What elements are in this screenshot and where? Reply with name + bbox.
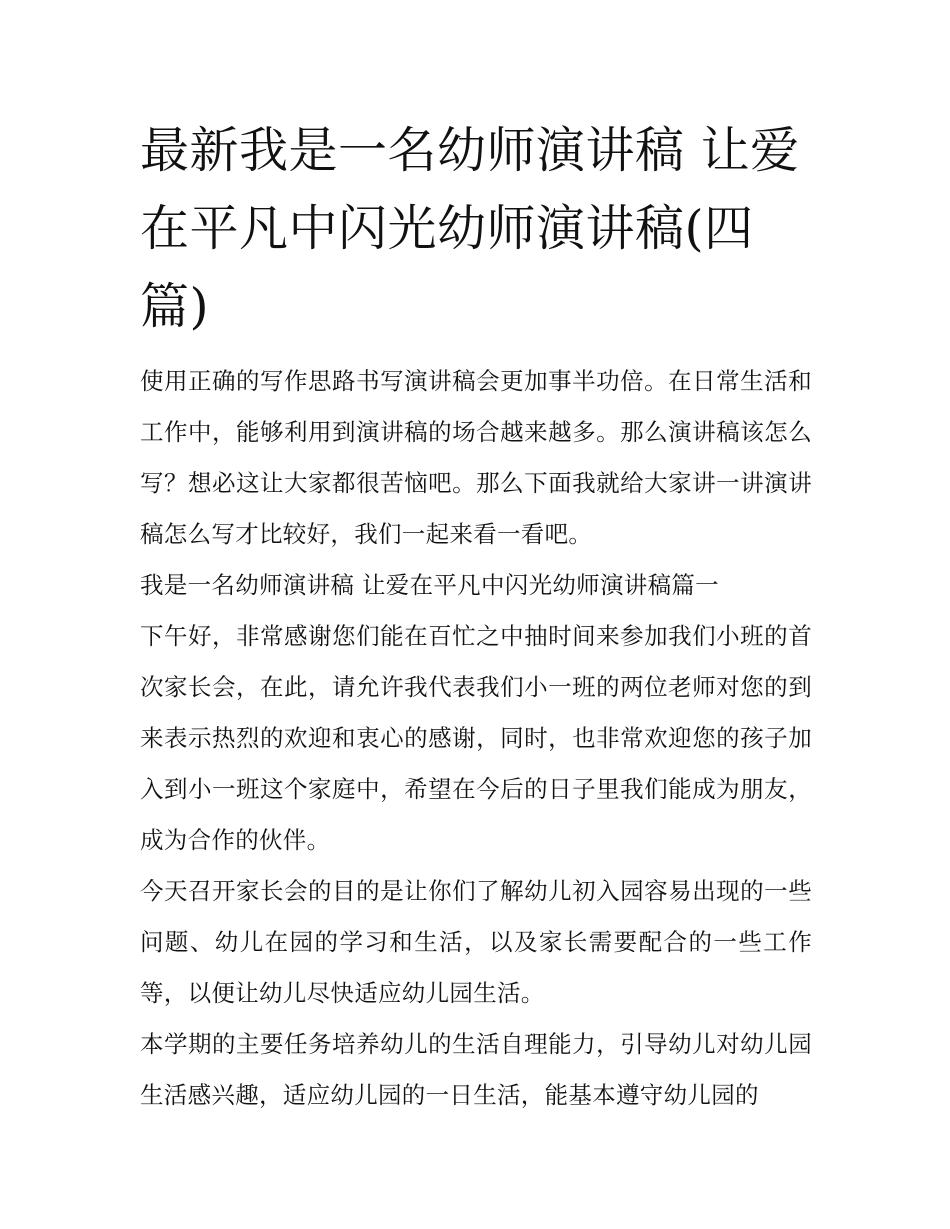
section-heading: 我是一名幼师演讲稿 让爱在平凡中闪光幼师演讲稿篇一 — [140, 571, 719, 599]
document-page — [140, 112, 812, 1121]
intro-paragraph: 使用正确的写作思路书写演讲稿会更加事半功倍。在日常生活和工作中，能够利用到演讲稿的场合越来越多。那么演讲稿该怎么写？想必这让大家都很苦恼吧。那么下面我就给大家讲一讲演讲稿怎么写才比较好，我们一起来看一看吧。 — [140, 367, 812, 548]
body-paragraph-tasks: 本学期的主要任务培养幼儿的生活自理能力，引导幼儿对幼儿园生活感兴趣，适应幼儿园的一日生活，能基本遵守幼儿园的 — [140, 1030, 812, 1109]
body-paragraph-greeting: 下午好，非常感谢您们能在百忙之中抽时间来参加我们小班的首次家长会，在此，请允许我代表我们小一班的两位老师对您的到来表示热烈的欢迎和衷心的感谢，同时，也非常欢迎您的孩子加入到小一班这个家庭中，希望在今后的日子里我们能成为朋友，成为合作的伙伴。 — [140, 622, 812, 854]
document-title: 最新我是一名幼师演讲稿 让爱在平凡中闪光幼师演讲稿(四篇) — [140, 122, 800, 335]
body-paragraph-purpose: 今天召开家长会的目的是让你们了解幼儿初入园容易出现的一些问题、幼儿在园的学习和生活，以及家长需要配合的一些工作等，以便让幼儿尽快适应幼儿园生活。 — [140, 877, 812, 1007]
